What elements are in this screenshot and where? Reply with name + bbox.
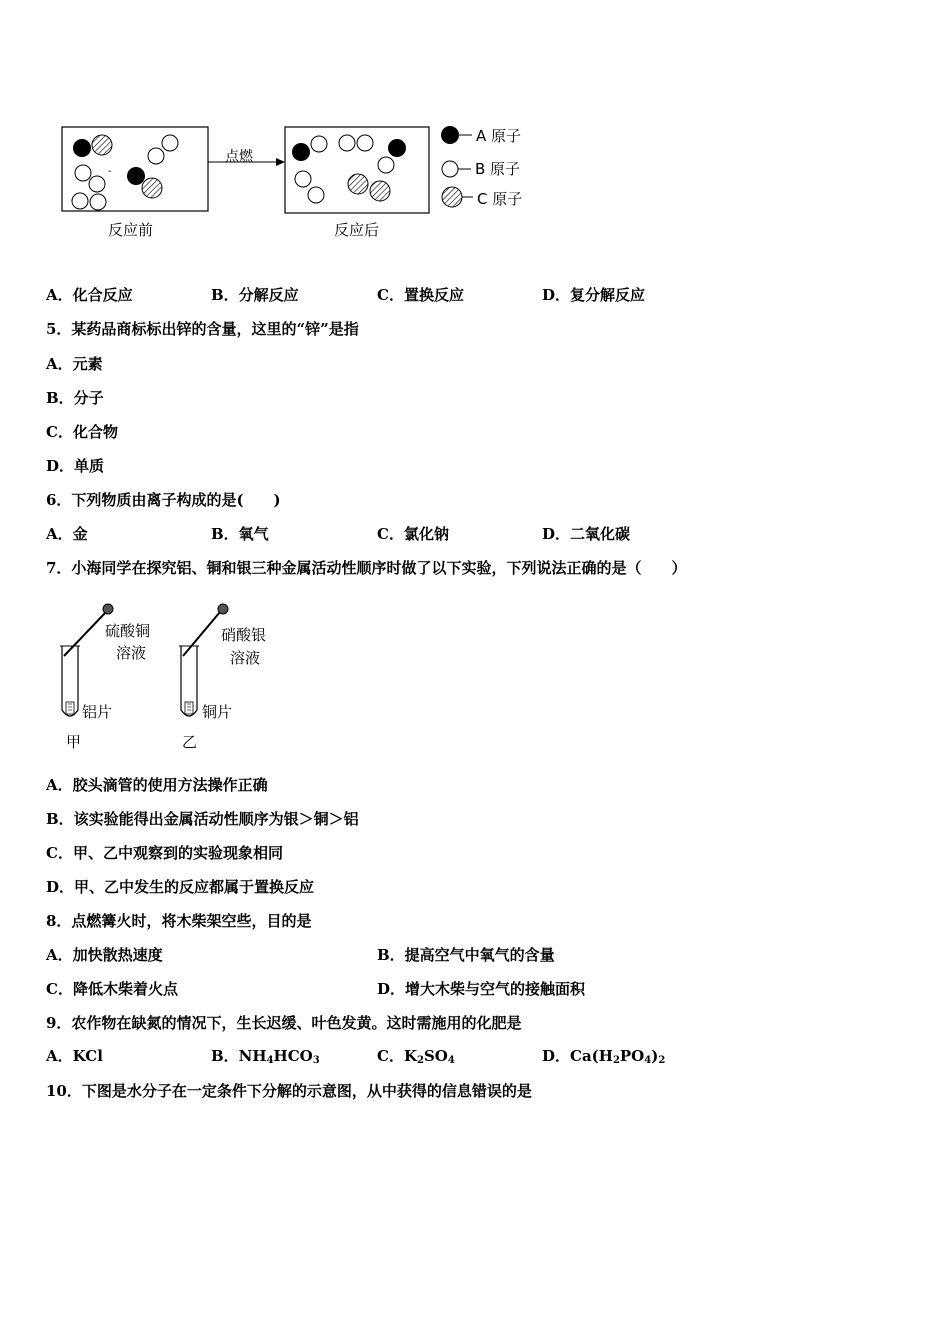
q8-stem: 8．点燃篝火时，将木柴架空些，目的是 — [46, 912, 312, 930]
atom-c — [348, 174, 368, 194]
q4-option-d: D．复分解反应 — [542, 286, 646, 304]
before-label: 反应前 — [108, 221, 154, 239]
q10-stem: 10．下图是水分子在一定条件下分解的示意图，从中获得的信息错误的是 — [46, 1082, 532, 1100]
q7-option-b: B．该实验能得出金属活动性顺序为银＞铜＞铝 — [46, 810, 359, 828]
legend-b-atom — [442, 161, 458, 177]
arrow-label: 点燃 — [225, 149, 253, 165]
atom-b — [89, 176, 105, 192]
atom-b — [72, 193, 88, 209]
atom-b — [162, 135, 178, 151]
atom-c — [92, 135, 112, 155]
q6-stem: 6．下列物质由离子构成的是( ) — [46, 491, 281, 509]
q4-option-c: C．置换反应 — [377, 286, 464, 304]
legend-a-atom — [441, 126, 459, 144]
test-tube-diagram — [50, 598, 300, 758]
after-box — [285, 127, 429, 213]
atom-a — [292, 143, 310, 161]
q4-option-b: B．分解反应 — [211, 286, 299, 304]
atom-b — [357, 135, 373, 151]
q7-option-a: A．胶头滴管的使用方法操作正确 — [46, 776, 268, 794]
tube2-name: 乙 — [182, 733, 198, 751]
atom-c — [370, 181, 390, 201]
q9-option-a: A．KCl — [46, 1047, 103, 1065]
q5-option-d: D．单质 — [46, 457, 105, 475]
legend-a-label: A 原子 — [476, 127, 522, 145]
atom-a — [127, 167, 145, 185]
q9-option-b: B．$NH_4HCO_3$ — [211, 1047, 320, 1066]
atom-a — [388, 139, 406, 157]
legend-c-label: C 原子 — [477, 190, 523, 208]
q4-option-a: A．化合反应 — [46, 286, 133, 304]
svg-text:-: - — [108, 166, 112, 177]
legend-c-atom — [442, 187, 462, 207]
q7-option-c: C．甲、乙中观察到的实验现象相同 — [46, 844, 283, 862]
tube2-solution-line2: 溶液 — [230, 649, 261, 667]
atom-b — [295, 171, 311, 187]
q6-option-b: B．氧气 — [211, 525, 269, 543]
q5-option-c: C．化合物 — [46, 423, 118, 441]
q8-option-c: C．降低木柴着火点 — [46, 980, 178, 998]
atom-c — [142, 178, 162, 198]
q7-option-d: D．甲、乙中发生的反应都属于置换反应 — [46, 878, 315, 896]
atom-a — [73, 139, 91, 157]
tube2-solution-line1: 硝酸银 — [221, 626, 267, 644]
q8-option-d: D．增大木柴与空气的接触面积 — [377, 980, 586, 998]
atom-b — [378, 157, 394, 173]
atom-b — [339, 135, 355, 151]
q9-option-c: C．$K_2SO_4$ — [377, 1047, 455, 1066]
atom-b — [148, 148, 164, 164]
q5-stem: 5．某药品商标标出锌的含量，这里的“锌”是指 — [46, 320, 359, 338]
tube1-solution-line2: 溶液 — [116, 644, 147, 662]
after-label: 反应后 — [334, 221, 380, 239]
q5-option-a: A．元素 — [46, 355, 103, 373]
q8-option-a: A．加快散热速度 — [46, 946, 163, 964]
tube1-solution-line1: 硫酸铜 — [105, 622, 151, 640]
q6-option-a: A．金 — [46, 525, 88, 543]
atom-b — [90, 194, 106, 210]
atom-b — [311, 136, 327, 152]
tube1-name: 甲 — [66, 733, 82, 751]
q7-stem: 7．小海同学在探究铝、铜和银三种金属活动性顺序时做了以下实验，下列说法正确的是（ ） — [46, 559, 687, 577]
q9-stem: 9．农作物在缺氮的情况下，生长迟缓、叶色发黄。这时需施用的化肥是 — [46, 1014, 522, 1032]
q6-option-c: C．氯化钠 — [377, 525, 449, 543]
atom-b — [75, 165, 91, 181]
test-tube-yi — [179, 604, 228, 716]
tube1-metal: 铝片 — [82, 703, 113, 721]
q9-option-d: D．$Ca(H_2PO_4)_2$ — [542, 1047, 666, 1066]
atom-b — [308, 187, 324, 203]
legend-b-label: B 原子 — [475, 160, 521, 178]
q5-option-b: B．分子 — [46, 389, 104, 407]
tube2-metal: 铜片 — [202, 703, 233, 721]
q6-option-d: D．二氧化碳 — [542, 525, 631, 543]
q8-option-b: B．提高空气中氧气的含量 — [377, 946, 555, 964]
